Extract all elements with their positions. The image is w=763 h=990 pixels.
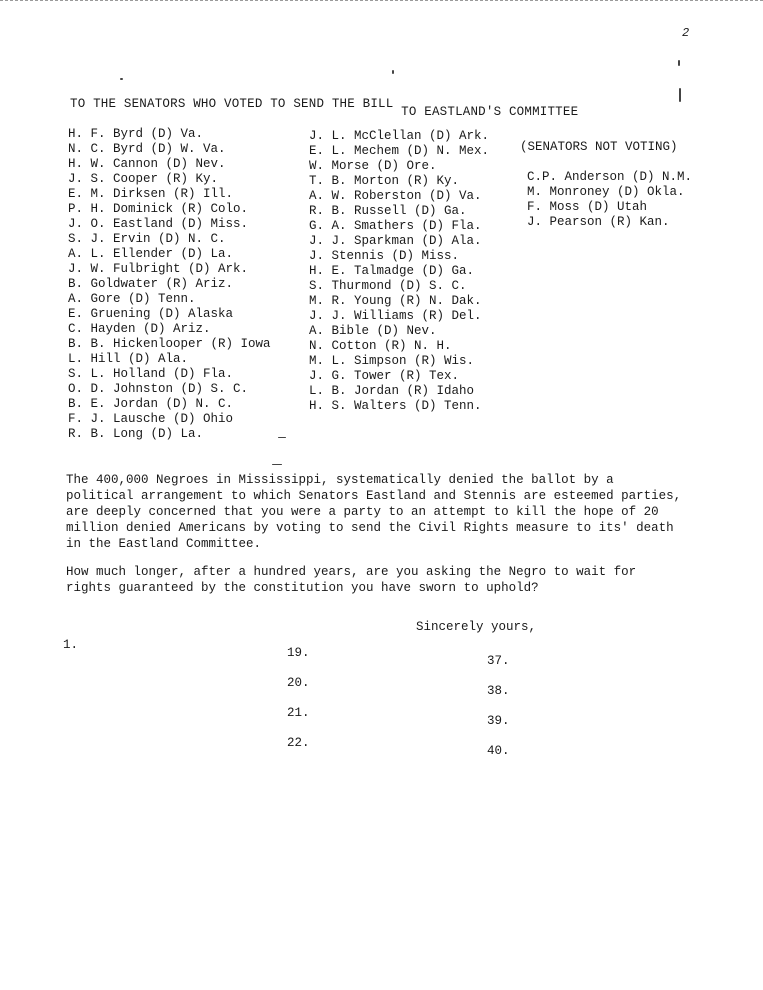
document-title (70, 97, 579, 119)
title-part-2: TO EASTLAND'S COMMITTEE (401, 105, 579, 119)
paragraph-line: million denied Americans by voting to send the Civil Rights measure to its' death (66, 521, 674, 535)
senator-entry: J. J. Sparkman (D) Ala. (309, 234, 482, 248)
senator-entry: E. M. Dirksen (R) Ill. (68, 187, 234, 201)
senator-entry: H. W. Cannon (D) Nev. (68, 157, 226, 171)
senator-entry: A. Gore (D) Tenn. (68, 292, 196, 306)
senator-entry: O. D. Johnston (D) S. C. (68, 382, 249, 396)
senator-entry: S. Thurmond (D) S. C. (309, 279, 467, 293)
senator-entry: J. L. McClellan (D) Ark. (309, 129, 490, 143)
senator-entry: L. B. Jordan (R) Idaho (309, 384, 475, 398)
ink-speck (679, 88, 681, 102)
senator-entry: P. H. Dominick (R) Colo. (68, 202, 249, 216)
paragraph-line: are deeply concerned that you were a party to an attempt to kill the hope of 20 (66, 505, 659, 519)
ink-speck (392, 70, 394, 74)
closing-salutation: Sincerely yours, (416, 620, 537, 634)
paragraph-line: in the Eastland Committee. (66, 537, 262, 551)
senator-entry: E. Gruening (D) Alaska (68, 307, 234, 321)
senator-entry: N. Cotton (R) N. H. (309, 339, 452, 353)
senator-entry: R. B. Long (D) La. (68, 427, 204, 441)
senator-entry: E. L. Mechem (D) N. Mex. (309, 144, 490, 158)
senator-entry: J. J. Williams (R) Del. (309, 309, 482, 323)
senator-entry: J. Pearson (R) Kan. (527, 215, 670, 229)
paragraph-line: rights guaranteed by the constitution you have sworn to uphold? (66, 581, 539, 595)
page-edge (0, 0, 763, 1)
paragraph-line: political arrangement to which Senators Eastland and Stennis are esteemed parties, (66, 489, 682, 503)
senator-entry: M. L. Simpson (R) Wis. (309, 354, 475, 368)
ink-speck (120, 78, 123, 80)
ink-speck (278, 437, 286, 438)
senator-entry: C. Hayden (D) Ariz. (68, 322, 211, 336)
senator-entry: B. B. Hickenlooper (R) Iowa (68, 337, 271, 351)
senator-entry: S. J. Ervin (D) N. C. (68, 232, 226, 246)
senator-entry: A. W. Roberston (D) Va. (309, 189, 482, 203)
senator-entry: R. B. Russell (D) Ga. (309, 204, 467, 218)
senator-entry: J. Stennis (D) Miss. (309, 249, 460, 263)
signature-line-number: 40. (487, 744, 510, 754)
signature-line-number: 1. (63, 638, 79, 652)
senator-entry: F. Moss (D) Utah (527, 200, 648, 214)
signature-line-number: 39. (487, 714, 510, 728)
senator-entry: T. B. Morton (R) Ky. (309, 174, 460, 188)
senator-entry: H. F. Byrd (D) Va. (68, 127, 204, 141)
senator-entry: F. J. Lausche (D) Ohio (68, 412, 234, 426)
senator-entry: J. S. Cooper (R) Ky. (68, 172, 219, 186)
ink-speck (272, 464, 282, 465)
senator-entry: M. R. Young (R) N. Dak. (309, 294, 482, 308)
senator-entry: H. E. Talmadge (D) Ga. (309, 264, 475, 278)
signature-line-number: 20. (287, 676, 310, 690)
senators-not-voting-list (527, 170, 692, 230)
paragraph-line: How much longer, after a hundred years, are you asking the Negro to wait for (66, 565, 637, 579)
senator-entry: A. Bible (D) Nev. (309, 324, 437, 338)
senator-entry: A. L. Ellender (D) La. (68, 247, 234, 261)
senator-entry: S. L. Holland (D) Fla. (68, 367, 234, 381)
signature-line-number: 22. (287, 736, 310, 750)
page-number: 2 (682, 26, 690, 40)
senator-entry: N. C. Byrd (D) W. Va. (68, 142, 226, 156)
not-voting-heading: (SENATORS NOT VOTING) (520, 140, 678, 154)
paragraph-line: The 400,000 Negroes in Mississippi, systematically denied the ballot by a (66, 473, 614, 487)
ink-speck (678, 60, 680, 66)
senator-entry: B. E. Jordan (D) N. C. (68, 397, 234, 411)
letter-paragraph-1 (66, 472, 706, 552)
senator-entry: J. W. Fulbright (D) Ark. (68, 262, 249, 276)
signature-line-number: 21. (287, 706, 310, 720)
title-part-1: TO THE SENATORS WHO VOTED TO SEND THE BILL (70, 97, 394, 111)
senator-entry: L. Hill (D) Ala. (68, 352, 189, 366)
signature-line-number: 37. (487, 654, 510, 668)
senator-entry: G. A. Smathers (D) Fla. (309, 219, 482, 233)
signature-line-number: 38. (487, 684, 510, 698)
senators-column-1 (68, 127, 271, 442)
senator-entry: C.P. Anderson (D) N.M. (527, 170, 693, 184)
senator-entry: B. Goldwater (R) Ariz. (68, 277, 234, 291)
senator-entry: W. Morse (D) Ore. (309, 159, 437, 173)
senator-entry: J. O. Eastland (D) Miss. (68, 217, 249, 231)
letter-paragraph-2 (66, 564, 706, 596)
senator-entry: J. G. Tower (R) Tex. (309, 369, 460, 383)
signature-line-number: 19. (287, 646, 310, 660)
senators-column-2 (309, 129, 489, 414)
senator-entry: H. S. Walters (D) Tenn. (309, 399, 482, 413)
senator-entry: M. Monroney (D) Okla. (527, 185, 685, 199)
